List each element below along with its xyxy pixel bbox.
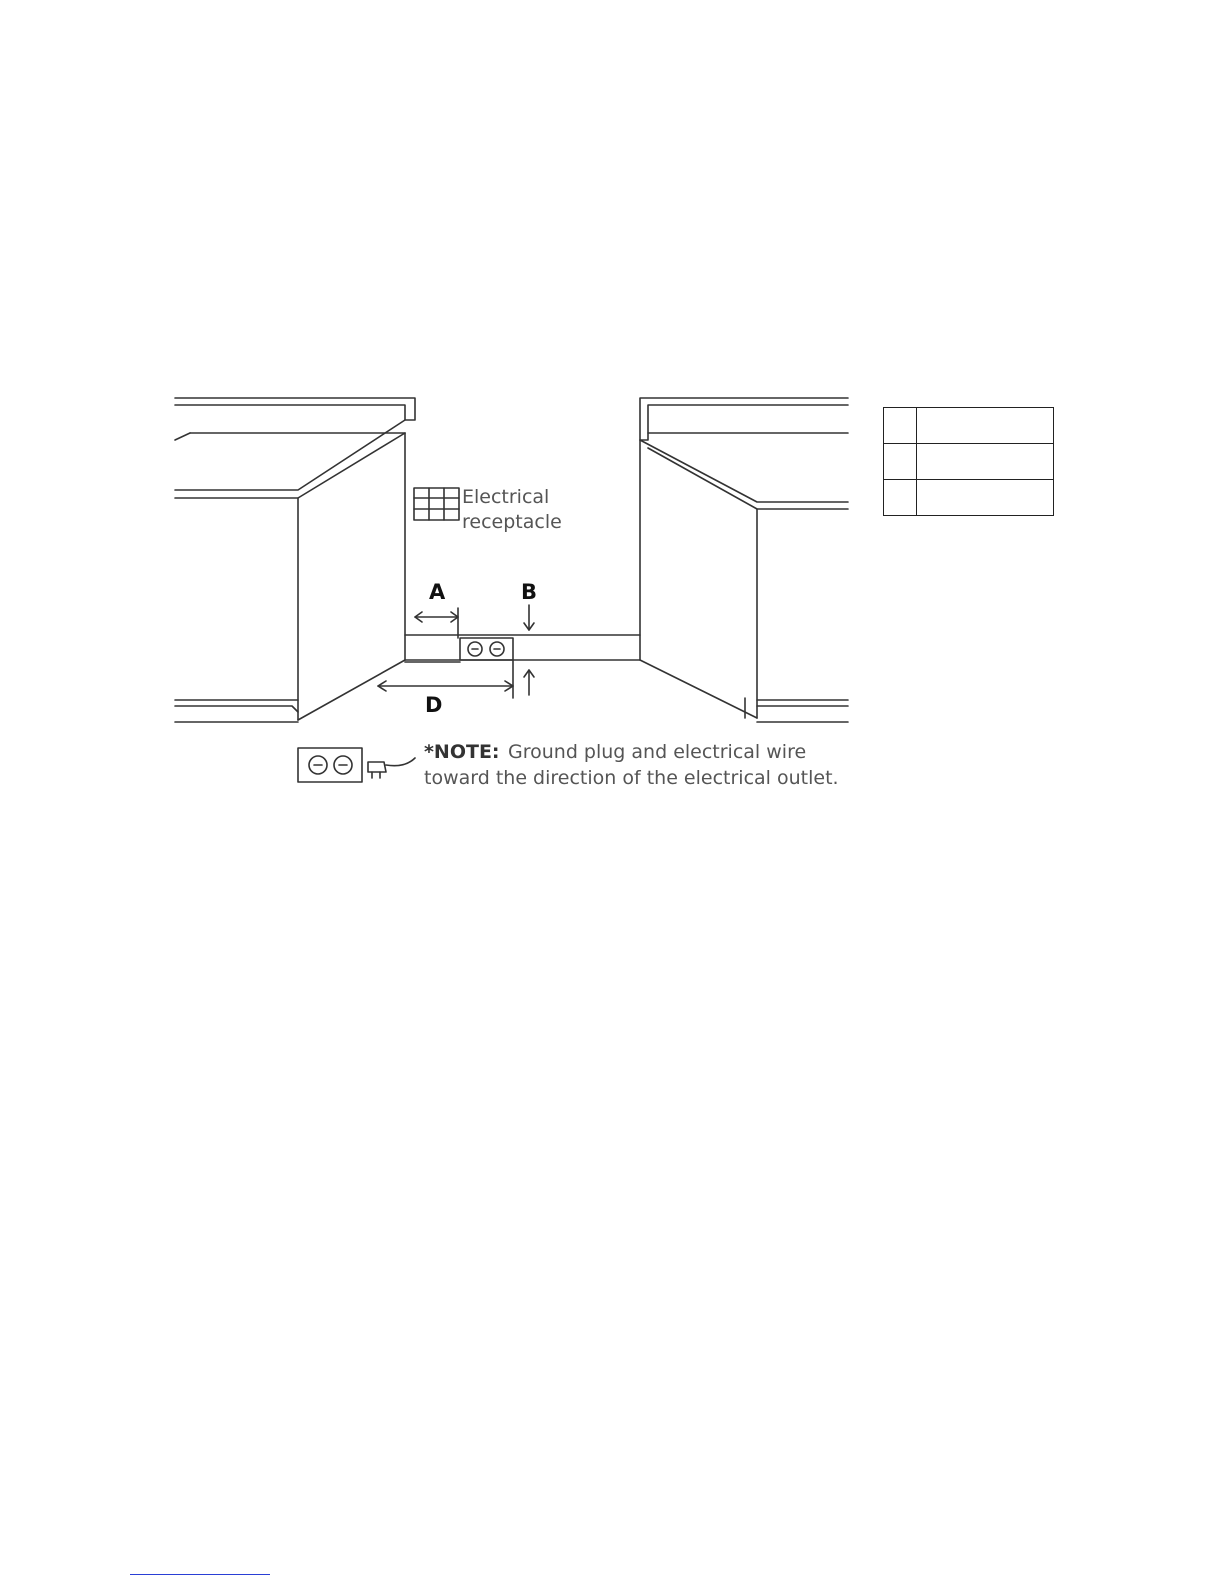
note-plug-icon (368, 758, 415, 778)
dimension-row (884, 408, 1054, 444)
dimension-row (884, 480, 1054, 516)
dimension-row (884, 444, 1054, 480)
dimension-d-label: D (425, 693, 443, 717)
dimension-value (917, 480, 1054, 516)
dimension-a-label: A (429, 580, 446, 604)
note-outlet-icon (298, 748, 362, 782)
floor-outlet-icon (460, 638, 513, 660)
note-line-2: toward the direction of the electrical outlet. (424, 767, 839, 789)
right-cabinet (640, 398, 848, 722)
note-line-1: Ground plug and electrical wire (508, 741, 807, 763)
dimension-a-arrow (415, 608, 458, 638)
receptacle-grid-icon (414, 488, 459, 520)
opening-floor (405, 635, 640, 662)
electrical-receptacle-label-2: receptacle (462, 511, 562, 533)
dimension-b-arrows (513, 605, 534, 698)
dimension-key (884, 480, 917, 516)
dimension-key (884, 408, 917, 444)
left-cabinet (175, 398, 415, 722)
dimension-key (884, 444, 917, 480)
electrical-receptacle-label-1: Electrical (462, 486, 550, 508)
dimension-d-arrow (378, 681, 513, 691)
dimension-value (917, 408, 1054, 444)
dimension-table (883, 407, 1054, 516)
dimension-value (917, 444, 1054, 480)
footnote-rule (130, 1574, 270, 1575)
dimension-b-label: B (521, 580, 538, 604)
note-prefix: *NOTE: (424, 741, 500, 763)
